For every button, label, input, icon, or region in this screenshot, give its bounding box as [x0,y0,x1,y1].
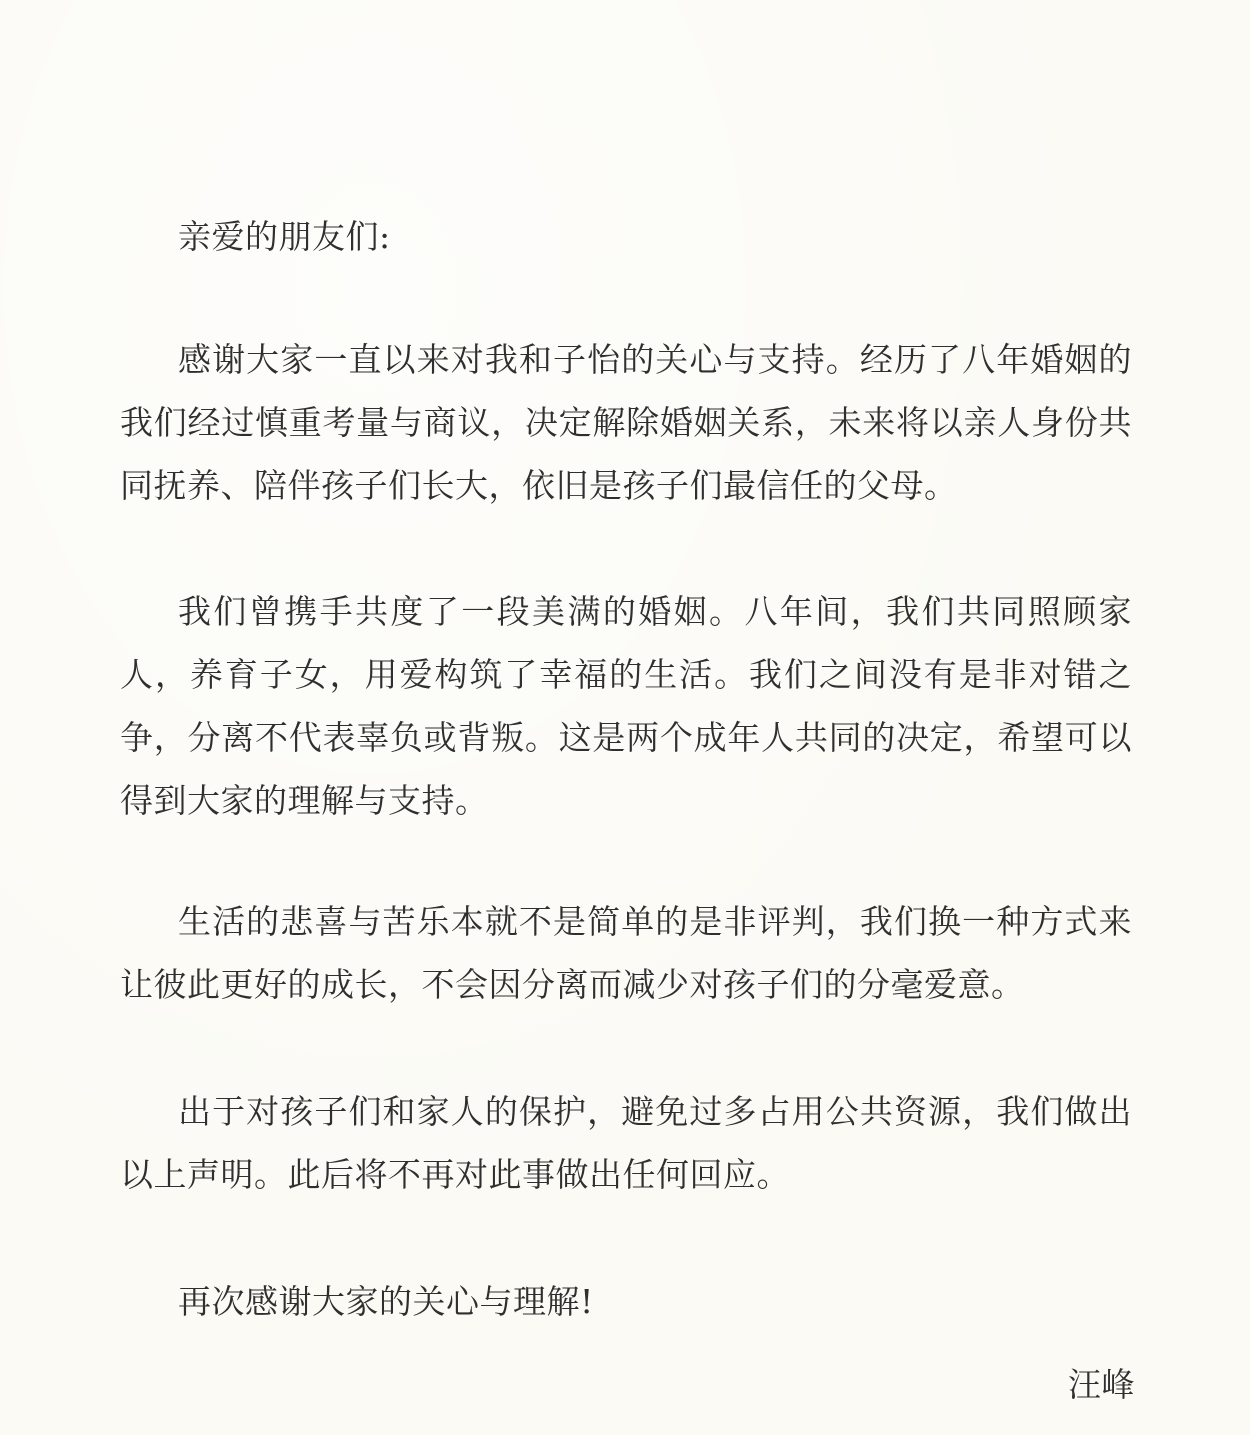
letter-closing: 再次感谢大家的关心与理解! [178,1282,594,1321]
letter-greeting: 亲爱的朋友们: [178,217,391,256]
letter-paragraph-1: 感谢大家一直以来对我和子怡的关心与支持。经历了八年婚姻的我们经过慎重考量与商议，决定解除婚姻关系，未来将以亲人身份共同抚养、陪伴孩子们长大，依旧是孩子们最信任的父母。 [120,340,1132,505]
letter-signature: 汪峰 [1068,1365,1135,1404]
letter-paragraph-2: 我们曾携手共度了一段美满的婚姻。八年间，我们共同照顾家人，养育子女，用爱构筑了幸福的生活。我们之间没有是非对错之争，分离不代表辜负或背叛。这是两个成年人共同的决定，希望可以得到大家的理解与支持。 [120,592,1132,820]
letter-paragraph-3: 生活的悲喜与苦乐本就不是简单的是非评判，我们换一种方式来让彼此更好的成长，不会因分离而减少对孩子们的分毫爱意。 [120,902,1132,1004]
letter-paragraph-4: 出于对孩子们和家人的保护，避免过多占用公共资源，我们做出以上声明。此后将不再对此事做出任何回应。 [120,1092,1132,1194]
